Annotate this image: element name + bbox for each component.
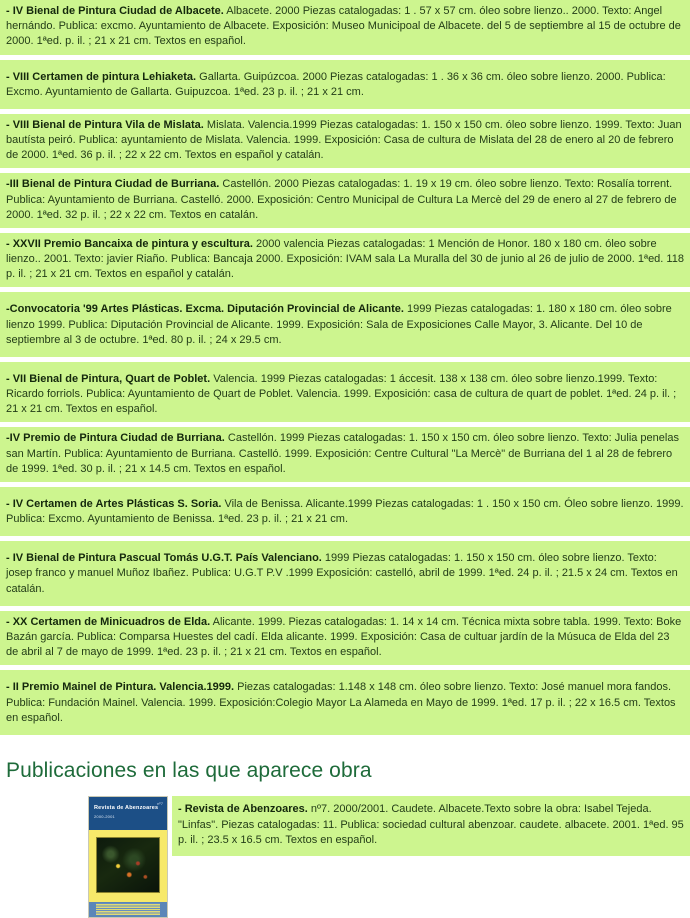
catalogue-entry (0, 114, 690, 169)
catalogue-entry (0, 541, 690, 606)
entry-body: Castellón. 2000 Piezas catalogadas: 1. 19 x 19 cm. óleo sobre lienzo. Texto: Rosalía torrent. Publica: Ayuntamiento de Burriana. Castelló. 2000. Exposición: Centro Municipal de Cultura La Mercè del 29 de enero al 27 de febrero de 2000. 1ªed. 32 p. il. ; 22 x 22 cm. Textos en catalán. (6, 178, 677, 221)
entry-title: - IV Bienal de Pintura Ciudad de Albacete. (6, 5, 224, 17)
catalogue-entry (0, 173, 690, 228)
catalogue-entry (0, 487, 690, 536)
cover-issue-number: nº7 (157, 800, 163, 806)
cover-title: Revista de Abenzoares (94, 804, 159, 811)
catalogue-entry (0, 611, 690, 666)
entry-body: Valencia. 1999 Piezas catalogadas: 1 áccesit. 138 x 138 cm. óleo sobre lienzo.1999. Texto: Ricardo forriols. Publica: Ayuntamiento de Quart de Poblet. Valencia. 1999. Exposición: casa de cultura de quart de poblet. 1ªed. 24 p. il. ; 21 x 21 cm. Textos en español. (6, 372, 677, 416)
catalogue-entry (0, 60, 690, 109)
entry-title: - IV Bienal de Pintura Pascual Tomás U.G.T. País Valenciano. (6, 552, 322, 565)
catalogue-entry (0, 362, 690, 423)
entry-title: - VIII Certamen de pintura Lehiaketa. (6, 70, 197, 83)
entry-body: Gallarta. Guipúzcoa. 2000 Piezas catalogadas: 1 . 36 x 36 cm. óleo sobre lienzo. 2000. Publica: Excmo. Ayuntamiento de Gallarta. Guipuzcoa. 1ªed. 23 p. il. ; 21 x 21 cm. (6, 70, 666, 98)
entry-body: Vila de Benissa. Alicante.1999 Piezas catalogadas: 1 . 150 x 150 cm. Óleo sobre lienzo. 1999. Publica: Excmo. Ayuntamiento de Benissa. 1ªed. 23 p. il. ; 21 x 21 cm. (6, 497, 684, 526)
publication-row (0, 796, 690, 918)
magazine-cover-image (88, 796, 168, 918)
cover-artwork-icon (96, 837, 160, 893)
catalogue-entry (0, 292, 690, 357)
entry-body: 1999 Piezas catalogadas: 1. 150 x 150 cm. óleo sobre lienzo. Texto: josep franco y manuel Muñoz Ibañez. Publica: U.G.T P.V .1999 Exposición: castelló, abril de 1999. 1ªed. 24 p. il. ; 21.5 x 24 cm. Textos en catalán. (6, 552, 678, 595)
catalogue-entry (0, 427, 690, 482)
catalogue-entry (0, 233, 690, 288)
catalogue-entry (0, 0, 690, 55)
entry-body: Mislata. Valencia.1999 Piezas catalogadas: 1. 150 x 150 cm. óleo sobre lienzo. 1999. Texto: Juan bautísta peiró. Publica: ayuntamiento de Mislata. Valencia. 1999. Exposición: Casa de cultura de Mislata del 28 de enero al 20 de febrero de 2000. 1ªed. 36 p. il. ; 22 x 22 cm. Textos en español y catalán. (6, 118, 682, 162)
cover-subtitle: 2000-2001 (94, 813, 115, 819)
entry-title: - XXVII Premio Bancaixa de pintura y escultura. (6, 237, 253, 250)
section-heading: Publicaciones en las que aparece obra (6, 758, 372, 782)
publication-entry (172, 796, 690, 856)
catalogue-entry (0, 670, 690, 735)
entry-title: -Convocatoria '99 Artes Plásticas. Excma. Diputación Provincial de Alicante. (6, 303, 404, 316)
entry-title: - VIII Bienal de Pintura Vila de Mislata. (6, 118, 204, 131)
entry-body: Albacete. 2000 Piezas catalogadas: 1 . 57 x 57 cm. óleo sobre lienzo.. 2000. Texto: Angel hernándo. Publica: excmo. Ayuntamiento de Albacete. Exposición: Museo Municipoal de Albacete. del 5 de septiembre al 15 de octubre de 2000. 1ªed. p. il. ; 21 x 21 cm. Textos en español. (6, 5, 681, 48)
entry-title: - IV Certamen de Artes Plásticas S. Soria. (6, 497, 222, 510)
entry-body: 1999 Piezas catalogadas: 1. 180 x 180 cm. óleo sobre lienzo 1999. Publica: Diputación Provincial de Alicante. 1999. Exposición: Sala de Exposiciones Calle Mayor, 3. Alicante. Del 10 de septiembre al 3 de octubre. 1ªed. 80 p. il. ; 24 x 29.5 cm. (6, 303, 672, 346)
entry-body: Alicante. 1999. Piezas catalogadas: 1. 14 x 14 cm. Técnica mixta sobre tabla. 1999. Texto: Boke Bazán garcía. Publica: Comparsa Huestes del cadí. Elda alicante. 1999. Exposición: Casa de cultuar jardín de la Músuca de Elda del 23 de abril al 7 de mayo de 1999. 1ªed. 23 p. il. ; 21 x 21 cm. Textos en español. (6, 615, 682, 659)
entry-title: - II Premio Mainel de Pintura. Valencia.1999. (6, 681, 235, 694)
entry-title: - VII Bienal de Pintura, Quart de Poblet. (6, 372, 211, 385)
entry-body: Castellón. 1999 Piezas catalogadas: 1. 150 x 150 cm. óleo sobre lienzo. Texto: Julia penelas san Martín. Publica: Ayuntamiento de Burriana. Castelló. 1999. Exposición: Centre Cultural "La Mercè" de Burriana del 1 al 28 de febrero de 1999. 1ªed. 30 p. il. ; 21 x 14.5 cm. Textos en español. (6, 432, 679, 475)
cover-body (89, 830, 167, 917)
entry-title: -III Bienal de Pintura Ciudad de Burriana. (6, 178, 220, 191)
entry-body: Piezas catalogadas: 1.148 x 148 cm. óleo sobre lienzo. Texto: José manuel mora fandos. Publica: Fundación Mainel. Valencia. 1999. Exposición:Colegio Mayor La Alameda en Mayo de 1999. 1ªed. 17 p. il. ; 22 x 16.5 cm. Textos en español. (6, 681, 676, 724)
entry-title: -IV Premio de Pintura Ciudad de Burriana. (6, 432, 225, 445)
cover-caption-lines (96, 903, 160, 915)
entry-title: - XX Certamen de Minicuadros de Elda. (6, 615, 211, 628)
publication-body: nº7. 2000/2001. Caudete. Albacete.Texto sobre la obra: Isabel Tejeda. "Linfas". Piezas catalogadas: 11. Publica: sociedad cultural abenzoar. caudete. albacete. 2001. 1ªed. 95 p. il. ; 23.5 x 16.5 cm. Textos en español. (178, 802, 684, 847)
publication-title: - Revista de Abenzoares. (178, 802, 308, 815)
cover-header-band (89, 797, 167, 830)
entry-body: 2000 valencia Piezas catalogadas: 1 Mención de Honor. 180 x 180 cm. óleo sobre lienzo.. 2001. Texto: javier Riaño. Publica: Bancaja 2000. Exposición: IVAM sala La Muralla del 30 de junio al 26 de julio de 2000. 1ªed. 118 p. il. ; 21 x 21 cm. Textos en español y catalán. (6, 237, 684, 281)
